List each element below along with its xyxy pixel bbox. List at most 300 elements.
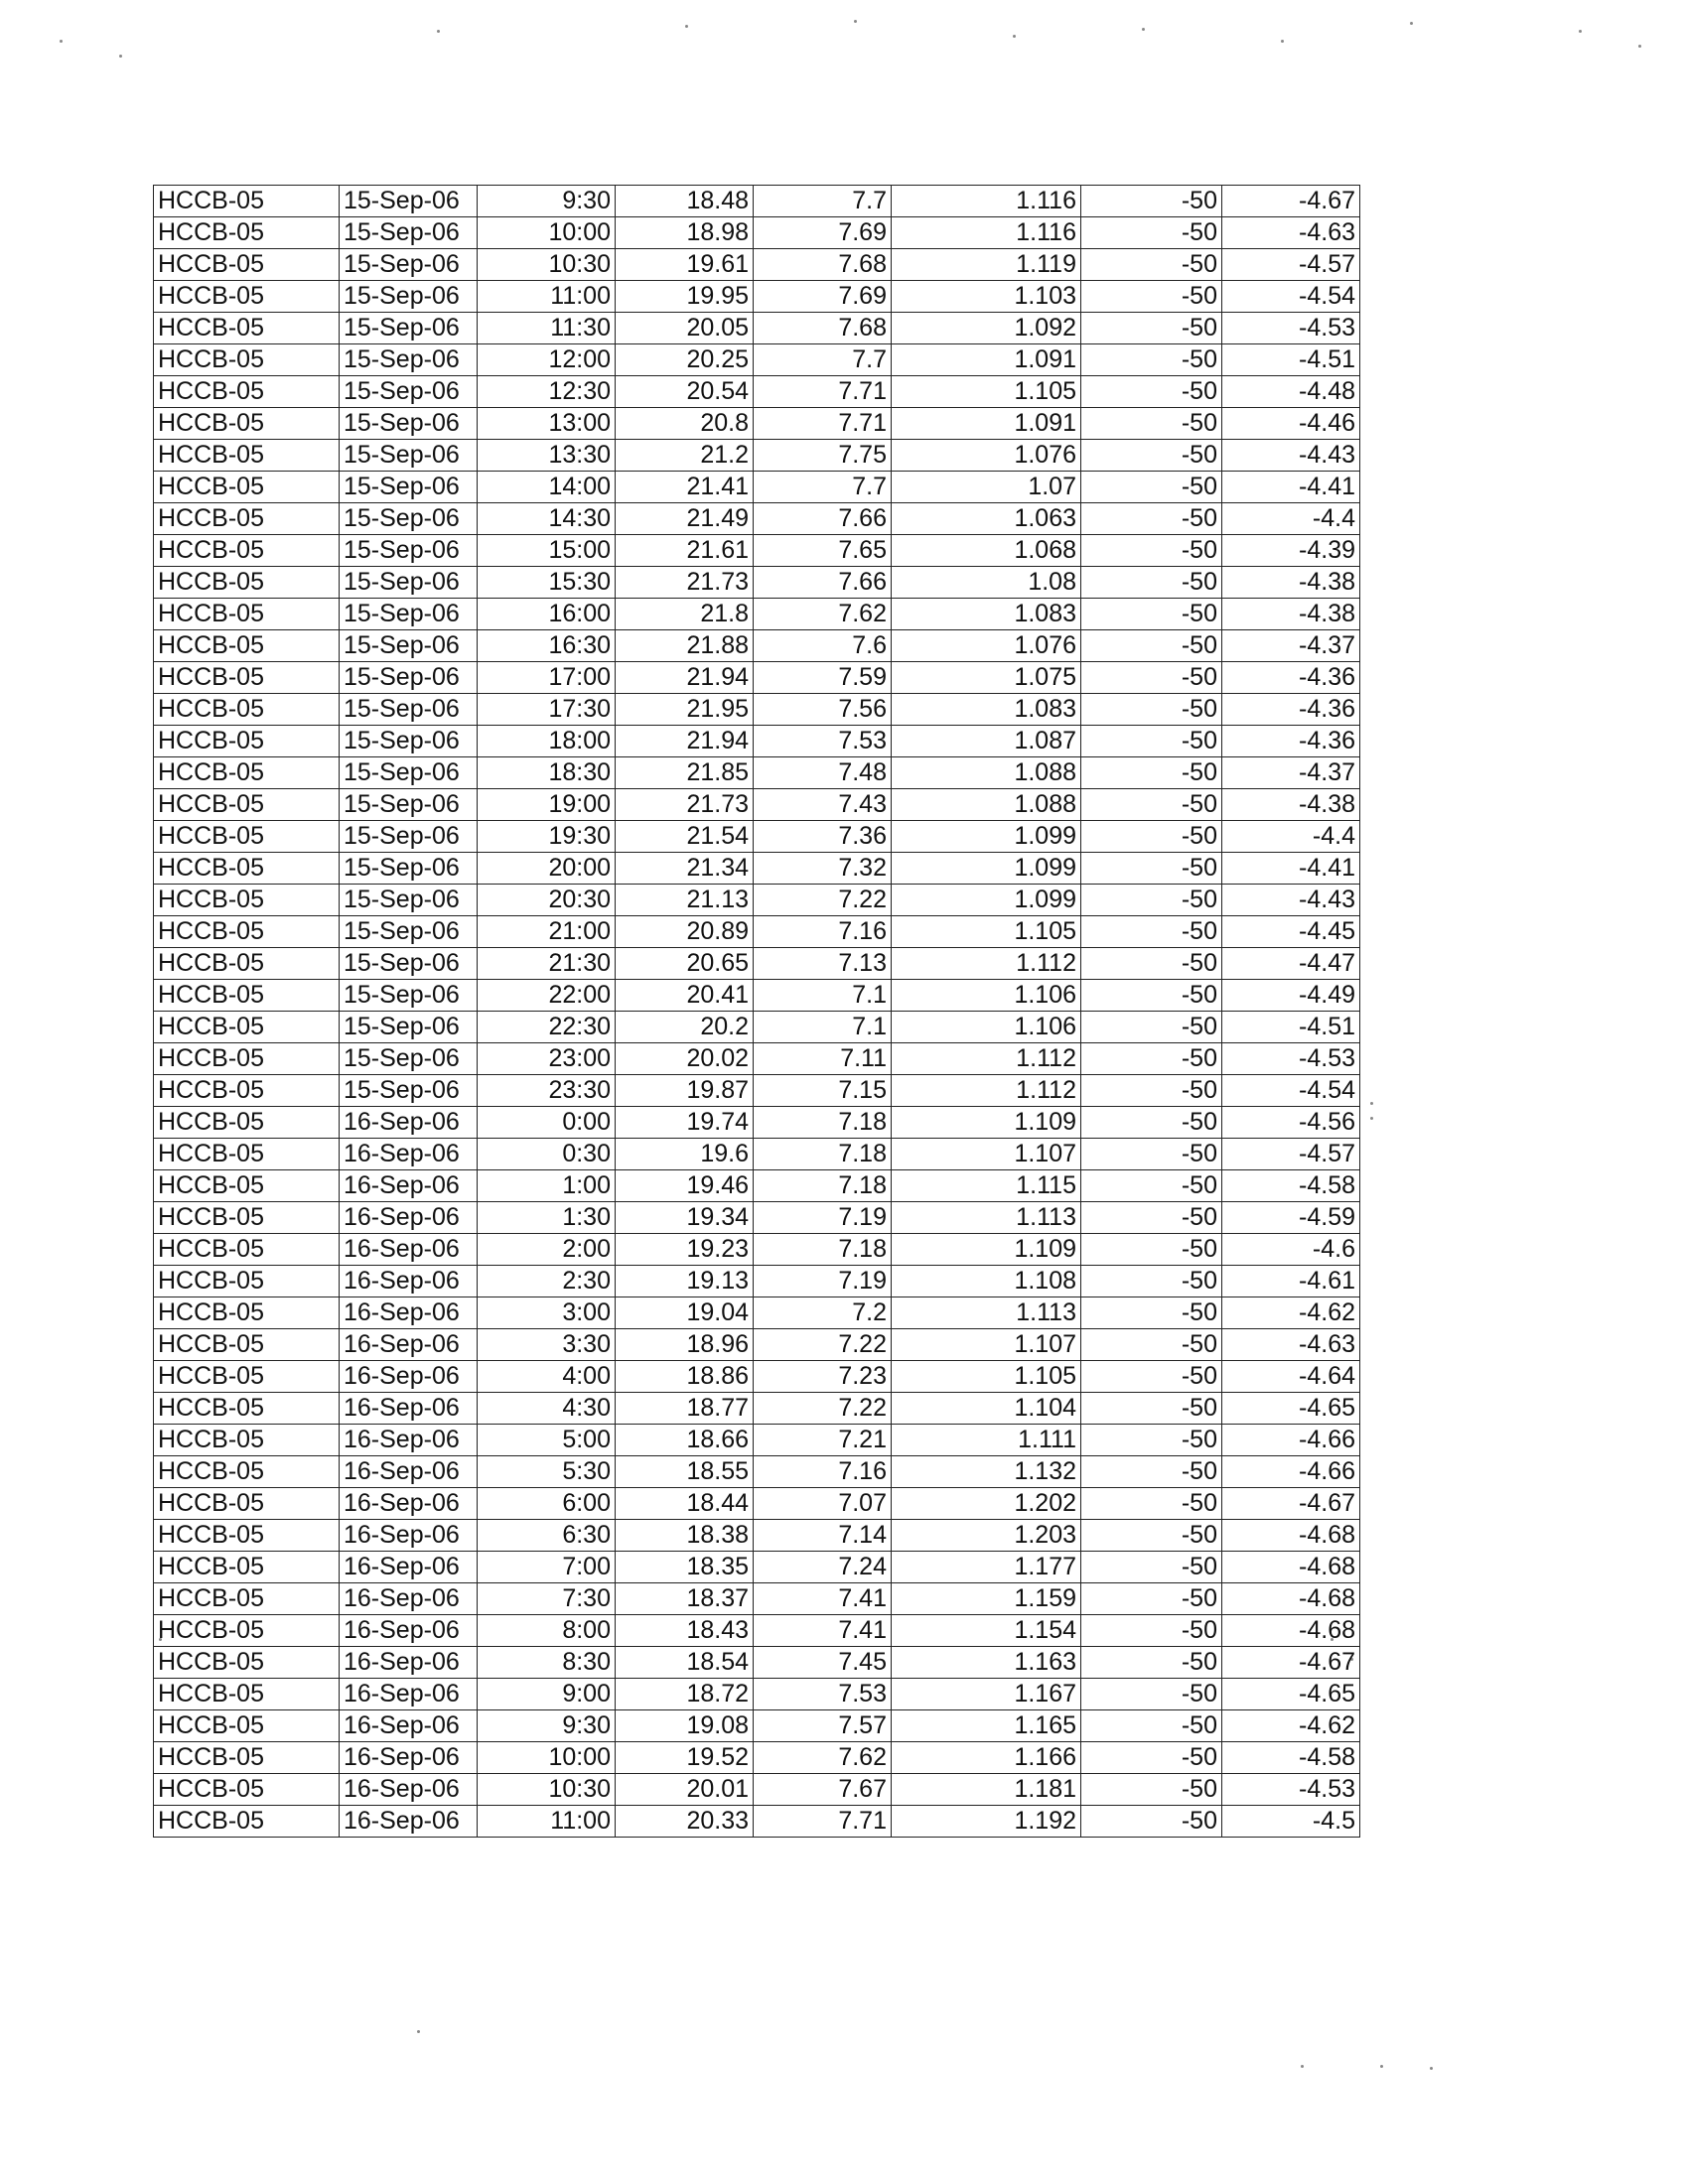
value-cell-1: 19.34: [616, 1202, 754, 1234]
date-cell: 16-Sep-06: [340, 1552, 478, 1583]
value-cell-5: -4.38: [1222, 599, 1360, 630]
value-cell-1: 18.77: [616, 1393, 754, 1425]
date-cell: 15-Sep-06: [340, 757, 478, 789]
date-cell: 15-Sep-06: [340, 249, 478, 281]
site-id-cell: HCCB-05: [154, 1012, 340, 1043]
date-cell: 16-Sep-06: [340, 1647, 478, 1679]
table-row: [154, 1774, 1360, 1806]
value-cell-4: -50: [1081, 186, 1222, 217]
time-cell: 3:00: [478, 1297, 616, 1329]
value-cell-5: -4.51: [1222, 344, 1360, 376]
value-cell-4: -50: [1081, 1075, 1222, 1107]
site-id-cell: HCCB-05: [154, 948, 340, 980]
value-cell-5: -4.5: [1222, 1806, 1360, 1838]
table-row: [154, 1742, 1360, 1774]
value-cell-4: -50: [1081, 1393, 1222, 1425]
value-cell-5: -4.57: [1222, 249, 1360, 281]
time-cell: 16:00: [478, 599, 616, 630]
value-cell-4: -50: [1081, 1520, 1222, 1552]
value-cell-2: 7.66: [754, 567, 892, 599]
value-cell-1: 20.05: [616, 313, 754, 344]
site-id-cell: HCCB-05: [154, 186, 340, 217]
site-id-cell: HCCB-05: [154, 376, 340, 408]
value-cell-3: 1.111: [892, 1425, 1081, 1456]
site-id-cell: HCCB-05: [154, 1170, 340, 1202]
date-cell: 16-Sep-06: [340, 1520, 478, 1552]
time-cell: 14:00: [478, 472, 616, 503]
site-id-cell: HCCB-05: [154, 1361, 340, 1393]
value-cell-2: 7.19: [754, 1202, 892, 1234]
value-cell-3: 1.088: [892, 789, 1081, 821]
time-cell: 4:30: [478, 1393, 616, 1425]
value-cell-1: 20.54: [616, 376, 754, 408]
value-cell-2: 7.59: [754, 662, 892, 694]
value-cell-4: -50: [1081, 1679, 1222, 1710]
value-cell-5: -4.58: [1222, 1170, 1360, 1202]
site-id-cell: HCCB-05: [154, 1806, 340, 1838]
site-id-cell: HCCB-05: [154, 885, 340, 916]
date-cell: 16-Sep-06: [340, 1488, 478, 1520]
value-cell-1: 19.52: [616, 1742, 754, 1774]
site-id-cell: HCCB-05: [154, 1329, 340, 1361]
value-cell-2: 7.32: [754, 853, 892, 885]
time-cell: 0:30: [478, 1139, 616, 1170]
table-row: [154, 1266, 1360, 1297]
table-row: [154, 408, 1360, 440]
date-cell: 16-Sep-06: [340, 1679, 478, 1710]
value-cell-5: -4.36: [1222, 694, 1360, 726]
value-cell-2: 7.16: [754, 916, 892, 948]
value-cell-4: -50: [1081, 1170, 1222, 1202]
value-cell-5: -4.37: [1222, 630, 1360, 662]
value-cell-5: -4.68: [1222, 1552, 1360, 1583]
value-cell-4: -50: [1081, 344, 1222, 376]
date-cell: 15-Sep-06: [340, 344, 478, 376]
date-cell: 16-Sep-06: [340, 1170, 478, 1202]
value-cell-3: 1.192: [892, 1806, 1081, 1838]
date-cell: 16-Sep-06: [340, 1456, 478, 1488]
value-cell-5: -4.56: [1222, 1107, 1360, 1139]
value-cell-2: 7.14: [754, 1520, 892, 1552]
scan-speck: [1380, 2065, 1383, 2068]
table-row: [154, 1647, 1360, 1679]
value-cell-4: -50: [1081, 599, 1222, 630]
scan-speck: [1430, 2067, 1433, 2070]
value-cell-4: -50: [1081, 853, 1222, 885]
value-cell-4: -50: [1081, 472, 1222, 503]
date-cell: 16-Sep-06: [340, 1361, 478, 1393]
time-cell: 7:30: [478, 1583, 616, 1615]
time-cell: 5:30: [478, 1456, 616, 1488]
site-id-cell: HCCB-05: [154, 694, 340, 726]
value-cell-1: 20.33: [616, 1806, 754, 1838]
value-cell-1: 18.43: [616, 1615, 754, 1647]
value-cell-1: 18.37: [616, 1583, 754, 1615]
value-cell-3: 1.083: [892, 599, 1081, 630]
value-cell-1: 18.98: [616, 217, 754, 249]
value-cell-2: 7.75: [754, 440, 892, 472]
site-id-cell: HCCB-05: [154, 1202, 340, 1234]
value-cell-4: -50: [1081, 694, 1222, 726]
value-cell-1: 20.8: [616, 408, 754, 440]
value-cell-4: -50: [1081, 249, 1222, 281]
value-cell-3: 1.092: [892, 313, 1081, 344]
time-cell: 20:00: [478, 853, 616, 885]
time-cell: 19:30: [478, 821, 616, 853]
value-cell-1: 18.96: [616, 1329, 754, 1361]
date-cell: 15-Sep-06: [340, 789, 478, 821]
value-cell-2: 7.69: [754, 281, 892, 313]
scan-speck: [1410, 22, 1413, 25]
time-cell: 23:30: [478, 1075, 616, 1107]
value-cell-4: -50: [1081, 408, 1222, 440]
date-cell: 15-Sep-06: [340, 916, 478, 948]
date-cell: 16-Sep-06: [340, 1742, 478, 1774]
table-row: [154, 853, 1360, 885]
site-id-cell: HCCB-05: [154, 757, 340, 789]
date-cell: 15-Sep-06: [340, 853, 478, 885]
value-cell-5: -4.66: [1222, 1456, 1360, 1488]
value-cell-2: 7.68: [754, 249, 892, 281]
table-row: [154, 1139, 1360, 1170]
site-id-cell: HCCB-05: [154, 853, 340, 885]
time-cell: 11:00: [478, 1806, 616, 1838]
value-cell-3: 1.132: [892, 1456, 1081, 1488]
value-cell-2: 7.43: [754, 789, 892, 821]
site-id-cell: HCCB-05: [154, 1583, 340, 1615]
value-cell-3: 1.177: [892, 1552, 1081, 1583]
time-cell: 1:00: [478, 1170, 616, 1202]
value-cell-4: -50: [1081, 726, 1222, 757]
site-id-cell: HCCB-05: [154, 1297, 340, 1329]
value-cell-5: -4.38: [1222, 567, 1360, 599]
time-cell: 12:00: [478, 344, 616, 376]
time-cell: 18:00: [478, 726, 616, 757]
value-cell-5: -4.62: [1222, 1297, 1360, 1329]
scan-speck: [119, 55, 122, 58]
value-cell-2: 7.13: [754, 948, 892, 980]
time-cell: 15:30: [478, 567, 616, 599]
value-cell-2: 7.16: [754, 1456, 892, 1488]
value-cell-4: -50: [1081, 1488, 1222, 1520]
value-cell-2: 7.71: [754, 1806, 892, 1838]
value-cell-5: -4.66: [1222, 1425, 1360, 1456]
site-id-cell: HCCB-05: [154, 1488, 340, 1520]
time-cell: 22:00: [478, 980, 616, 1012]
date-cell: 15-Sep-06: [340, 694, 478, 726]
table-row: [154, 757, 1360, 789]
date-cell: 15-Sep-06: [340, 1012, 478, 1043]
table-row: [154, 1361, 1360, 1393]
value-cell-2: 7.69: [754, 217, 892, 249]
table-row: [154, 694, 1360, 726]
date-cell: 15-Sep-06: [340, 535, 478, 567]
value-cell-5: -4.54: [1222, 1075, 1360, 1107]
value-cell-1: 19.87: [616, 1075, 754, 1107]
value-cell-3: 1.099: [892, 821, 1081, 853]
time-cell: 12:30: [478, 376, 616, 408]
value-cell-5: -4.45: [1222, 916, 1360, 948]
value-cell-2: 7.62: [754, 1742, 892, 1774]
value-cell-2: 7.1: [754, 1012, 892, 1043]
value-cell-3: 1.108: [892, 1266, 1081, 1297]
value-cell-5: -4.47: [1222, 948, 1360, 980]
value-cell-2: 7.18: [754, 1139, 892, 1170]
value-cell-2: 7.1: [754, 980, 892, 1012]
value-cell-3: 1.159: [892, 1583, 1081, 1615]
table-row: [154, 1710, 1360, 1742]
value-cell-3: 1.07: [892, 472, 1081, 503]
value-cell-3: 1.163: [892, 1647, 1081, 1679]
table-row: [154, 1234, 1360, 1266]
table-row: [154, 1075, 1360, 1107]
site-id-cell: HCCB-05: [154, 1107, 340, 1139]
scan-speck: [854, 20, 857, 23]
value-cell-1: 18.38: [616, 1520, 754, 1552]
time-cell: 6:30: [478, 1520, 616, 1552]
table-row: [154, 186, 1360, 217]
table-row: [154, 1393, 1360, 1425]
value-cell-2: 7.21: [754, 1425, 892, 1456]
value-cell-2: 7.2: [754, 1297, 892, 1329]
value-cell-3: 1.106: [892, 1012, 1081, 1043]
site-id-cell: HCCB-05: [154, 1266, 340, 1297]
site-id-cell: HCCB-05: [154, 344, 340, 376]
table-row: [154, 1583, 1360, 1615]
table-row: [154, 821, 1360, 853]
table-row: [154, 726, 1360, 757]
value-cell-4: -50: [1081, 980, 1222, 1012]
table-row: [154, 1202, 1360, 1234]
site-id-cell: HCCB-05: [154, 440, 340, 472]
value-cell-3: 1.116: [892, 217, 1081, 249]
value-cell-4: -50: [1081, 1456, 1222, 1488]
value-cell-1: 21.2: [616, 440, 754, 472]
value-cell-5: -4.41: [1222, 472, 1360, 503]
value-cell-2: 7.11: [754, 1043, 892, 1075]
value-cell-2: 7.15: [754, 1075, 892, 1107]
date-cell: 16-Sep-06: [340, 1202, 478, 1234]
date-cell: 15-Sep-06: [340, 503, 478, 535]
value-cell-3: 1.083: [892, 694, 1081, 726]
value-cell-4: -50: [1081, 1202, 1222, 1234]
site-id-cell: HCCB-05: [154, 408, 340, 440]
value-cell-3: 1.113: [892, 1297, 1081, 1329]
value-cell-3: 1.166: [892, 1742, 1081, 1774]
site-id-cell: HCCB-05: [154, 1075, 340, 1107]
time-cell: 10:30: [478, 249, 616, 281]
value-cell-1: 21.94: [616, 662, 754, 694]
value-cell-3: 1.08: [892, 567, 1081, 599]
table-row: [154, 1329, 1360, 1361]
time-cell: 11:30: [478, 313, 616, 344]
value-cell-5: -4.63: [1222, 217, 1360, 249]
value-cell-2: 7.7: [754, 344, 892, 376]
date-cell: 15-Sep-06: [340, 599, 478, 630]
value-cell-1: 21.73: [616, 789, 754, 821]
value-cell-4: -50: [1081, 217, 1222, 249]
table-row: [154, 376, 1360, 408]
value-cell-4: -50: [1081, 757, 1222, 789]
time-cell: 14:30: [478, 503, 616, 535]
value-cell-4: -50: [1081, 1552, 1222, 1583]
value-cell-2: 7.66: [754, 503, 892, 535]
value-cell-2: 7.22: [754, 1329, 892, 1361]
value-cell-1: 21.41: [616, 472, 754, 503]
value-cell-1: 19.95: [616, 281, 754, 313]
date-cell: 15-Sep-06: [340, 472, 478, 503]
value-cell-5: -4.68: [1222, 1520, 1360, 1552]
value-cell-5: -4.43: [1222, 440, 1360, 472]
value-cell-5: -4.38: [1222, 789, 1360, 821]
table-row: [154, 1520, 1360, 1552]
site-id-cell: HCCB-05: [154, 1774, 340, 1806]
site-id-cell: HCCB-05: [154, 1552, 340, 1583]
time-cell: 21:00: [478, 916, 616, 948]
table-row: [154, 885, 1360, 916]
value-cell-1: 18.55: [616, 1456, 754, 1488]
value-cell-1: 19.74: [616, 1107, 754, 1139]
value-cell-4: -50: [1081, 1012, 1222, 1043]
value-cell-5: -4.67: [1222, 186, 1360, 217]
time-cell: 2:00: [478, 1234, 616, 1266]
value-cell-5: -4.63: [1222, 1329, 1360, 1361]
value-cell-3: 1.099: [892, 853, 1081, 885]
time-cell: 11:00: [478, 281, 616, 313]
value-cell-2: 7.56: [754, 694, 892, 726]
table-row: [154, 1107, 1360, 1139]
value-cell-3: 1.112: [892, 1075, 1081, 1107]
value-cell-2: 7.18: [754, 1170, 892, 1202]
value-cell-4: -50: [1081, 503, 1222, 535]
value-cell-2: 7.36: [754, 821, 892, 853]
value-cell-3: 1.154: [892, 1615, 1081, 1647]
site-id-cell: HCCB-05: [154, 1615, 340, 1647]
time-cell: 22:30: [478, 1012, 616, 1043]
value-cell-5: -4.46: [1222, 408, 1360, 440]
time-cell: 7:00: [478, 1552, 616, 1583]
value-cell-4: -50: [1081, 1774, 1222, 1806]
value-cell-2: 7.24: [754, 1552, 892, 1583]
value-cell-1: 21.94: [616, 726, 754, 757]
scan-speck: [437, 30, 440, 33]
time-cell: 21:30: [478, 948, 616, 980]
value-cell-5: -4.68: [1222, 1583, 1360, 1615]
table-row: [154, 916, 1360, 948]
table-row: [154, 1043, 1360, 1075]
value-cell-4: -50: [1081, 1742, 1222, 1774]
value-cell-1: 21.95: [616, 694, 754, 726]
value-cell-3: 1.106: [892, 980, 1081, 1012]
time-cell: 17:00: [478, 662, 616, 694]
value-cell-4: -50: [1081, 789, 1222, 821]
site-id-cell: HCCB-05: [154, 599, 340, 630]
date-cell: 16-Sep-06: [340, 1266, 478, 1297]
value-cell-5: -4.67: [1222, 1488, 1360, 1520]
date-cell: 15-Sep-06: [340, 948, 478, 980]
value-cell-2: 7.71: [754, 408, 892, 440]
date-cell: 16-Sep-06: [340, 1393, 478, 1425]
time-cell: 8:30: [478, 1647, 616, 1679]
value-cell-5: -4.53: [1222, 313, 1360, 344]
value-cell-3: 1.063: [892, 503, 1081, 535]
value-cell-5: -4.62: [1222, 1710, 1360, 1742]
time-cell: 16:30: [478, 630, 616, 662]
value-cell-2: 7.19: [754, 1266, 892, 1297]
value-cell-2: 7.45: [754, 1647, 892, 1679]
date-cell: 15-Sep-06: [340, 440, 478, 472]
table-row: [154, 503, 1360, 535]
time-cell: 23:00: [478, 1043, 616, 1075]
value-cell-2: 7.68: [754, 313, 892, 344]
value-cell-1: 21.49: [616, 503, 754, 535]
value-cell-2: 7.48: [754, 757, 892, 789]
time-cell: 10:30: [478, 1774, 616, 1806]
value-cell-4: -50: [1081, 535, 1222, 567]
value-cell-5: -4.36: [1222, 726, 1360, 757]
value-cell-2: 7.22: [754, 885, 892, 916]
time-cell: 9:00: [478, 1679, 616, 1710]
site-id-cell: HCCB-05: [154, 916, 340, 948]
value-cell-2: 7.53: [754, 726, 892, 757]
date-cell: 15-Sep-06: [340, 821, 478, 853]
date-cell: 15-Sep-06: [340, 408, 478, 440]
site-id-cell: HCCB-05: [154, 630, 340, 662]
date-cell: 15-Sep-06: [340, 567, 478, 599]
value-cell-3: 1.104: [892, 1393, 1081, 1425]
value-cell-1: 21.13: [616, 885, 754, 916]
site-id-cell: HCCB-05: [154, 980, 340, 1012]
value-cell-5: -4.53: [1222, 1043, 1360, 1075]
value-cell-4: -50: [1081, 885, 1222, 916]
site-id-cell: HCCB-05: [154, 789, 340, 821]
date-cell: 16-Sep-06: [340, 1806, 478, 1838]
value-cell-2: 7.7: [754, 186, 892, 217]
value-cell-1: 21.88: [616, 630, 754, 662]
value-cell-2: 7.41: [754, 1615, 892, 1647]
value-cell-4: -50: [1081, 440, 1222, 472]
value-cell-1: 21.85: [616, 757, 754, 789]
value-cell-2: 7.41: [754, 1583, 892, 1615]
site-id-cell: HCCB-05: [154, 1647, 340, 1679]
table-row: [154, 567, 1360, 599]
value-cell-3: 1.109: [892, 1107, 1081, 1139]
value-cell-1: 20.2: [616, 1012, 754, 1043]
value-cell-4: -50: [1081, 1139, 1222, 1170]
value-cell-1: 20.01: [616, 1774, 754, 1806]
time-cell: 20:30: [478, 885, 616, 916]
table-row: [154, 1170, 1360, 1202]
value-cell-3: 1.116: [892, 186, 1081, 217]
site-id-cell: HCCB-05: [154, 1393, 340, 1425]
value-cell-4: -50: [1081, 1043, 1222, 1075]
value-cell-3: 1.119: [892, 249, 1081, 281]
value-cell-5: -4.57: [1222, 1139, 1360, 1170]
site-id-cell: HCCB-05: [154, 472, 340, 503]
table-row: [154, 249, 1360, 281]
date-cell: 15-Sep-06: [340, 217, 478, 249]
value-cell-1: 18.72: [616, 1679, 754, 1710]
value-cell-3: 1.091: [892, 344, 1081, 376]
table-row: [154, 1488, 1360, 1520]
site-id-cell: HCCB-05: [154, 662, 340, 694]
value-cell-4: -50: [1081, 567, 1222, 599]
value-cell-5: -4.41: [1222, 853, 1360, 885]
time-cell: 10:00: [478, 217, 616, 249]
value-cell-3: 1.076: [892, 440, 1081, 472]
date-cell: 15-Sep-06: [340, 980, 478, 1012]
value-cell-2: 7.62: [754, 599, 892, 630]
